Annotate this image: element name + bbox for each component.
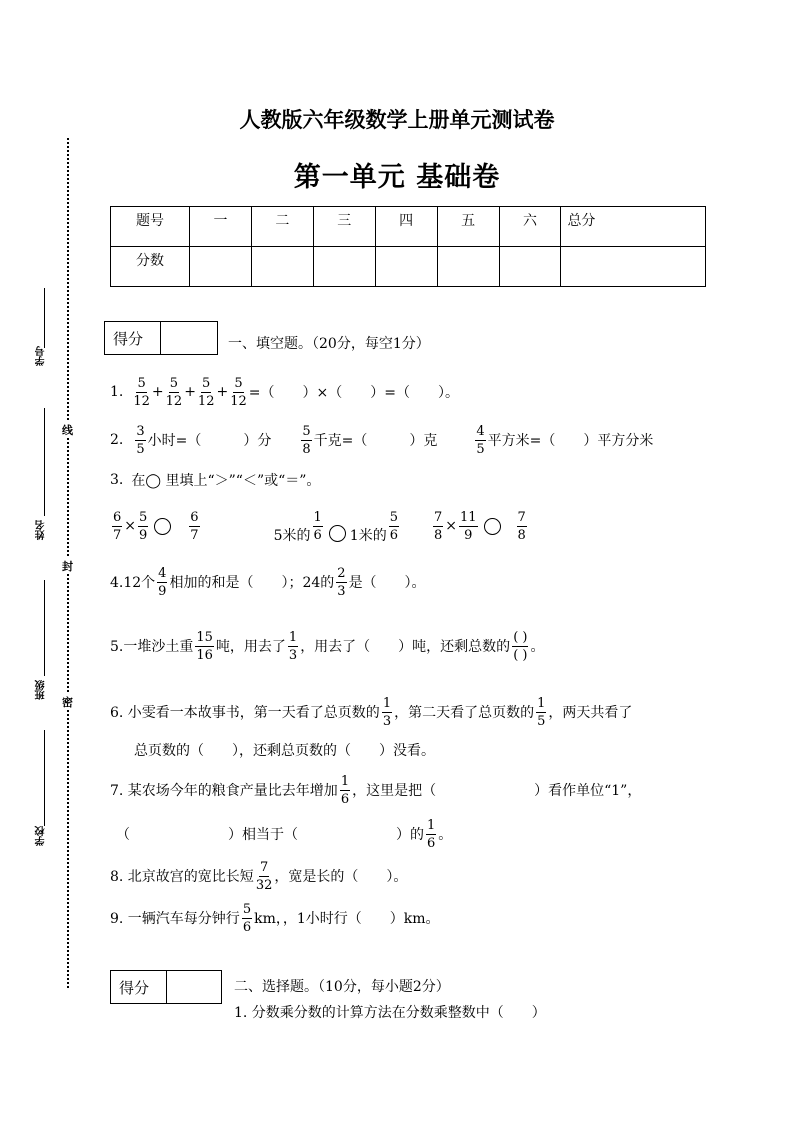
fraction: $\frac{5}{8}$ [302,423,311,457]
table-cell: 四 [375,207,437,247]
question-9 [110,898,440,938]
table-cell: 五 [437,207,499,247]
binding-rule [44,730,45,826]
table-cell: 一 [190,207,252,247]
operator: × [124,518,137,534]
question-text: 6. 小雯看一本故事书，第一天看了总页数的 [110,705,380,721]
exam-subtitle: 人教版六年级数学上册单元测试卷 [239,107,555,132]
fraction: $\frac{1}{3}$ [382,695,392,729]
binding-rule [44,408,45,516]
fraction: $\frac{5}{12}$ [197,375,215,409]
fraction: $\frac{1}{6}$ [340,773,350,807]
question-text: 是（ ）。 [348,575,426,591]
table-cell: 总分 [561,207,706,247]
question-2 [110,420,653,460]
question-text: 5.一堆沙土重 [110,639,194,655]
question-text: 。 [530,639,545,655]
answer-circle[interactable] [154,518,171,535]
question-text: 小时=（ ）分 [147,433,272,449]
question-text: 7. 某农场今年的粮食产量比去年增加 [110,783,338,799]
fraction: $\frac{5}{6}$ [389,509,398,543]
fraction: $\frac{1}{6}$ [427,817,436,851]
fraction: $\frac{5}{6}$ [242,901,252,935]
score-box-field[interactable] [161,322,217,354]
binding-rule [44,580,45,676]
question-number: 3. [110,472,124,488]
fraction: $\frac{4}{5}$ [476,423,485,457]
question-5 [110,626,544,666]
section2-heading: 二、选择题。（10分，每小题2分） [234,979,450,995]
question-number: 2. [110,432,124,448]
fraction: $\frac{5}{12}$ [165,375,183,409]
question-text: 千克=（ ）克 [313,433,438,449]
fraction-blank[interactable]: $\frac{( )}{( )}$ [513,629,528,663]
fraction: $\frac{7}{8}$ [517,509,526,543]
question-text: 在◯ 里填上“＞”“＜”或“＝”。 [131,473,321,489]
question-6 [110,692,632,732]
binding-label-student-id: 学号 [36,346,47,366]
question-text: 8. 北京故宫的宽比长短 [110,869,254,885]
question-7-line2 [116,814,452,854]
question-text: 4.12个 [110,575,156,591]
fraction: $\frac{1}{3}$ [288,629,298,663]
table-row [111,247,706,287]
section1-score-box [104,321,218,355]
fraction: $\frac{5}{12}$ [133,375,150,409]
fraction: $\frac{6}{7}$ [113,509,122,543]
question-text: ，第二天看了总页数的 [394,705,535,721]
table-row [111,207,706,247]
score-input-cell[interactable] [190,247,252,287]
question-text: 5米的 [273,528,311,544]
fraction: $\frac{15}{16}$ [196,629,213,663]
question-number: 1. [110,384,124,400]
binding-label-class: 班级 [36,680,47,700]
score-box-label: 得分 [105,322,161,354]
question-text: （ ）相当于（ ）的 [116,827,424,843]
answer-circle[interactable] [484,518,501,535]
question-text: 。 [438,827,453,843]
binding-label-name: 姓名 [36,520,47,540]
binding-rule [44,288,45,348]
fraction: $\frac{5}{12}$ [230,375,247,409]
table-cell: 二 [251,207,313,247]
table-cell: 分数 [111,247,190,287]
binding-seal-char-line: 线 [62,424,73,437]
fraction: $\frac{6}{7}$ [190,509,199,543]
question-text: ，这里是把（ ）看作单位“1”， [352,783,642,799]
question-3-items [110,506,529,546]
fraction: $\frac{7}{8}$ [433,509,443,543]
section1-heading: 一、填空题。（20分，每空1分） [228,336,430,352]
question-1: 1. $\frac{5}{12}$ + $\frac{5}{12}$ + $\frac{5}{12}$ + $\frac{5}{12}$ =（ ）×（ ）=（ ）。 [110,375,459,409]
question-text: 1米的 [349,528,387,544]
table-cell: 三 [313,207,375,247]
question-text: ，两天共看了 [548,705,633,721]
question-text: 平方米=（ ）平方分米 [487,433,654,449]
fraction: $\frac{11}{9}$ [460,509,477,543]
operator: × [445,518,457,534]
binding-seal-char-secret: 密 [62,696,73,709]
section2-question-1: 1. 分数乘分数的计算方法在分数乘整数中（ ） [234,1005,546,1021]
answer-circle[interactable] [329,525,346,542]
fraction: $\frac{7}{32}$ [255,859,273,893]
binding-seal-char-seal: 封 [62,560,73,573]
question-text: 吨，用去了 [215,639,286,655]
fraction: $\frac{4}{9}$ [158,565,167,599]
exam-title: 第一单元 基础卷 [293,162,501,193]
question-text: ，用去了（ ）吨，还剩总数的 [300,639,511,655]
fraction: $\frac{5}{9}$ [139,509,148,543]
table-cell: 题号 [111,207,190,247]
section2-score-box [110,970,222,1004]
question-4 [110,562,426,602]
question-text: =（ ）×（ ）=（ ）。 [248,385,459,401]
score-input-cell[interactable] [437,247,499,287]
score-input-cell[interactable] [251,247,313,287]
question-3 [110,460,320,500]
question-6-line2 [134,730,435,770]
question-text: ，宽是长的（ ）。 [274,869,408,885]
binding-label-school: 学校 [36,826,47,846]
table-cell: 六 [499,207,561,247]
score-box-field[interactable] [167,971,221,1003]
question-7 [110,770,641,810]
score-input-cell[interactable] [375,247,437,287]
question-8 [110,856,407,896]
score-input-cell[interactable] [313,247,375,287]
fraction: $\frac{1}{6}$ [313,509,322,543]
question-text: 相加的和是（ ）；24的 [169,575,335,591]
fraction: $\frac{2}{3}$ [337,565,346,599]
score-input-cell[interactable] [499,247,561,287]
question-text: km，，1小时行（ ）km。 [254,911,440,927]
question-text: 9. 一辆汽车每分钟行 [110,911,240,927]
fraction: $\frac{3}{5}$ [136,423,145,457]
score-input-cell[interactable] [561,247,706,287]
fraction: $\frac{1}{5}$ [537,695,546,729]
question-text: 总页数的（ ），还剩总页数的（ ）没看。 [134,743,435,759]
score-box-label: 得分 [111,971,167,1003]
score-table [110,206,706,287]
